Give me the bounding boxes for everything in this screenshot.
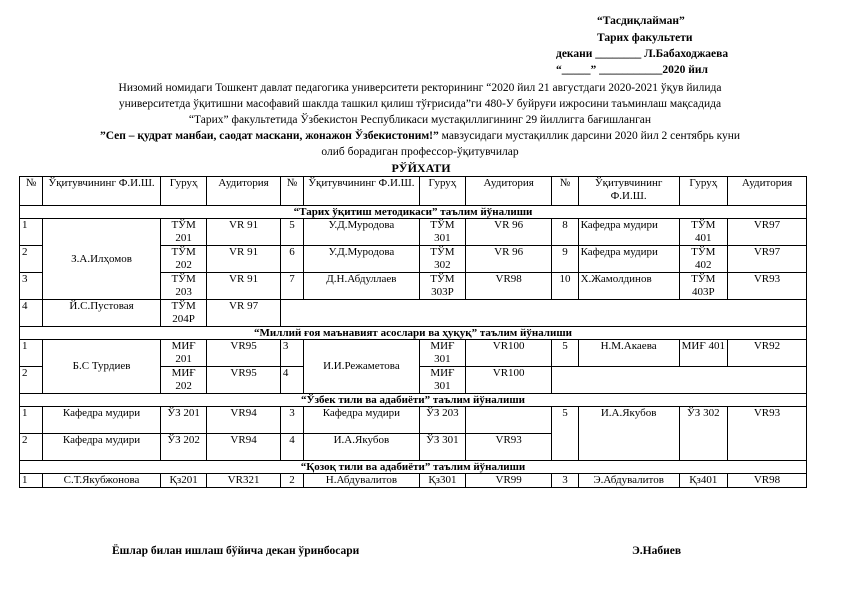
approval-dean: декани ________ Л.Бабаходжаева: [556, 48, 729, 60]
auditorium-cell: VR97: [728, 246, 807, 273]
teacher-name: Кафедра мудири: [578, 219, 679, 246]
row-number: 1: [20, 474, 43, 488]
auditorium-cell: VR93: [466, 434, 552, 461]
row-number: 5: [552, 340, 578, 367]
header-teacher: Ўқитувчининг Ф.И.Ш.: [304, 177, 420, 206]
teacher-name: Д.Н.Абдуллаев: [304, 273, 420, 300]
auditorium-cell: VR 91: [207, 273, 281, 300]
header-auditorium: Аудитория: [466, 177, 552, 206]
auditorium-cell: VR93: [728, 273, 807, 300]
list-title: РЎЙХАТИ: [391, 161, 451, 175]
section-title: “Қозоқ тили ва адабиёти” таълим йўналиши: [20, 461, 807, 474]
row-number: 4: [280, 434, 303, 461]
row-number: 4: [280, 367, 303, 394]
auditorium-cell: VR98: [466, 273, 552, 300]
auditorium-cell: VR 97: [207, 300, 281, 327]
header-group: Гуруҳ: [160, 177, 206, 206]
signatory-name: Э.Набиев: [632, 545, 682, 557]
section-row: [20, 394, 807, 407]
approval-title: “Тасдиқлайман”: [597, 15, 685, 27]
table-header-row: [20, 177, 807, 206]
auditorium-cell: VR97: [728, 219, 807, 246]
row-number: 2: [20, 246, 43, 273]
group-cell: МИҒ 301: [419, 367, 465, 394]
intro-paragraph: [20, 80, 820, 160]
header-teacher: Ўқитувчининг Ф.И.Ш.: [43, 177, 161, 206]
intro-line-4: [20, 128, 820, 144]
row-number: 1: [20, 219, 43, 246]
auditorium-cell: VR94: [207, 407, 281, 434]
group-cell: МИҒ 401: [679, 340, 727, 367]
row-number: 10: [552, 273, 578, 300]
header-num: №: [20, 177, 43, 206]
intro-line-1: Низомий номидаги Тошкент давлат педагогика университети ректорининг “2020 йил 21 августдаги 2020-2021 ўқув йилида: [118, 82, 722, 94]
group-cell: МИҒ 202: [160, 367, 206, 394]
header-teacher: Ўқитувчининг Ф.И.Ш.: [578, 177, 679, 206]
teacher-name: Н.М.Акаева: [578, 340, 679, 367]
intro-line-5: олиб борадиган профессор-ўқитувчилар: [321, 146, 519, 158]
intro-line-4-rest: мавзусидаги мустақиллик дарсини 2020 йил 2 сентябрь куни: [438, 130, 741, 142]
teacher-name: Кафедра мудири: [43, 407, 161, 434]
auditorium-cell: VR321: [207, 474, 281, 488]
auditorium-cell: VR 96: [466, 219, 552, 246]
auditorium-cell: VR98: [728, 474, 807, 488]
row-number: 3: [552, 474, 578, 488]
table-row: [20, 407, 807, 434]
table-row: [20, 300, 807, 327]
row-number: 7: [280, 273, 303, 300]
teacher-name: И.А.Якубов: [578, 407, 679, 461]
group-cell: ТЎМ 203: [160, 273, 206, 300]
header-group: Гуруҳ: [419, 177, 465, 206]
auditorium-cell: VR94: [207, 434, 281, 461]
auditorium-cell: VR 91: [207, 246, 281, 273]
empty-cell: [552, 367, 807, 394]
group-cell: МИҒ 201: [160, 340, 206, 367]
header-num: №: [280, 177, 303, 206]
auditorium-cell: VR95: [207, 367, 281, 394]
row-number: 3: [280, 407, 303, 434]
row-number: 5: [552, 407, 578, 461]
row-number: 1: [20, 407, 43, 434]
group-cell: ЎЗ 202: [160, 434, 206, 461]
row-number: 2: [20, 367, 43, 394]
row-number: 2: [20, 434, 43, 461]
group-cell: ТЎМ 401: [679, 219, 727, 246]
teacher-name: У.Д.Муродова: [304, 219, 420, 246]
group-cell: Қз301: [419, 474, 465, 488]
row-number: 9: [552, 246, 578, 273]
header-num: №: [552, 177, 578, 206]
approval-faculty: Тарих факультети: [597, 32, 693, 44]
group-cell: ТЎМ 403Р: [679, 273, 727, 300]
teacher-name: Б.С Турдиев: [43, 340, 161, 394]
group-cell: ТЎМ 201: [160, 219, 206, 246]
intro-line-2: университетда ўқитишни масофавий шаклда ташкил қилиш тўғрисида”ги 480-У буйруғи ижросини таъминлаш мақсадида: [118, 98, 722, 110]
empty-cell: [280, 300, 806, 327]
teacher-name: Н.Абдувалитов: [304, 474, 420, 488]
row-number: 6: [280, 246, 303, 273]
group-cell: ТЎМ 301: [419, 219, 465, 246]
section-row: [20, 327, 807, 340]
row-number: 4: [20, 300, 43, 327]
auditorium-cell: VR100: [466, 340, 552, 367]
group-cell: ТЎМ 402: [679, 246, 727, 273]
auditorium-cell: VR93: [728, 407, 807, 461]
teacher-name: Кафедра мудири: [304, 407, 420, 434]
group-cell: ТЎМ 303Р: [419, 273, 465, 300]
group-cell: Қз401: [679, 474, 727, 488]
auditorium-cell: VR99: [466, 474, 552, 488]
teacher-name: Кафедра мудири: [43, 434, 161, 461]
group-cell: ТЎМ 302: [419, 246, 465, 273]
teacher-name: Кафедра мудири: [578, 246, 679, 273]
auditorium-cell: VR100: [466, 367, 552, 394]
table-row: [20, 340, 807, 367]
section-title: “Тарих ўқитиш методикаси” таълим йўналиши: [20, 206, 807, 219]
teacher-name: Э.Абдувалитов: [578, 474, 679, 488]
teacher-name: С.Т.Якубжонова: [43, 474, 161, 488]
teacher-name: З.А.Илҳомов: [43, 219, 161, 300]
row-number: 2: [280, 474, 303, 488]
section-title: “Ўзбек тили ва адабиёти” таълим йўналиши: [20, 394, 807, 407]
group-cell: ТЎМ 202: [160, 246, 206, 273]
group-cell: ЎЗ 203: [419, 407, 465, 434]
row-number: 8: [552, 219, 578, 246]
teacher-name: Х.Жамолдинов: [578, 273, 679, 300]
signatory-position: Ёшлар билан ишлаш бўйича декан ўринбосари: [112, 545, 360, 557]
auditorium-cell: VR 91: [207, 219, 281, 246]
group-cell: ЎЗ 301: [419, 434, 465, 461]
group-cell: Қз201: [160, 474, 206, 488]
teacher-name: Й.С.Пустовая: [43, 300, 161, 327]
group-cell: ЎЗ 302: [679, 407, 727, 461]
auditorium-cell: [466, 407, 552, 434]
header-group: Гуруҳ: [679, 177, 727, 206]
row-number: 5: [280, 219, 303, 246]
row-number: 1: [20, 340, 43, 367]
auditorium-cell: VR95: [207, 340, 281, 367]
intro-topic: ”Сеп – қудрат манбаи, саодат маскани, жонажон Ўзбекистоним!”: [99, 130, 439, 142]
auditorium-cell: VR 96: [466, 246, 552, 273]
header-auditorium: Аудитория: [207, 177, 281, 206]
teacher-name: У.Д.Муродова: [304, 246, 420, 273]
teachers-table: [19, 176, 807, 488]
row-number: 3: [280, 340, 303, 367]
table-row: [20, 219, 807, 246]
group-cell: ЎЗ 201: [160, 407, 206, 434]
header-auditorium: Аудитория: [728, 177, 807, 206]
group-cell: ТЎМ 204Р: [160, 300, 206, 327]
approval-date: “_____” ___________2020 йил: [556, 64, 708, 76]
group-cell: МИҒ 301: [419, 340, 465, 367]
intro-line-3: “Тарих” факультетида Ўзбекистон Республикаси мустақиллигининг 29 йиллигга бағишланган: [188, 114, 652, 126]
auditorium-cell: VR92: [728, 340, 807, 367]
table-row: [20, 474, 807, 488]
row-number: 3: [20, 273, 43, 300]
section-title: “Миллий ғоя маънавият асослари ва ҳуқуқ” таълим йўналиши: [20, 327, 807, 340]
teacher-name: И.А.Якубов: [304, 434, 420, 461]
teacher-name: И.И.Режаметова: [304, 340, 420, 394]
section-row: [20, 461, 807, 474]
section-row: [20, 206, 807, 219]
